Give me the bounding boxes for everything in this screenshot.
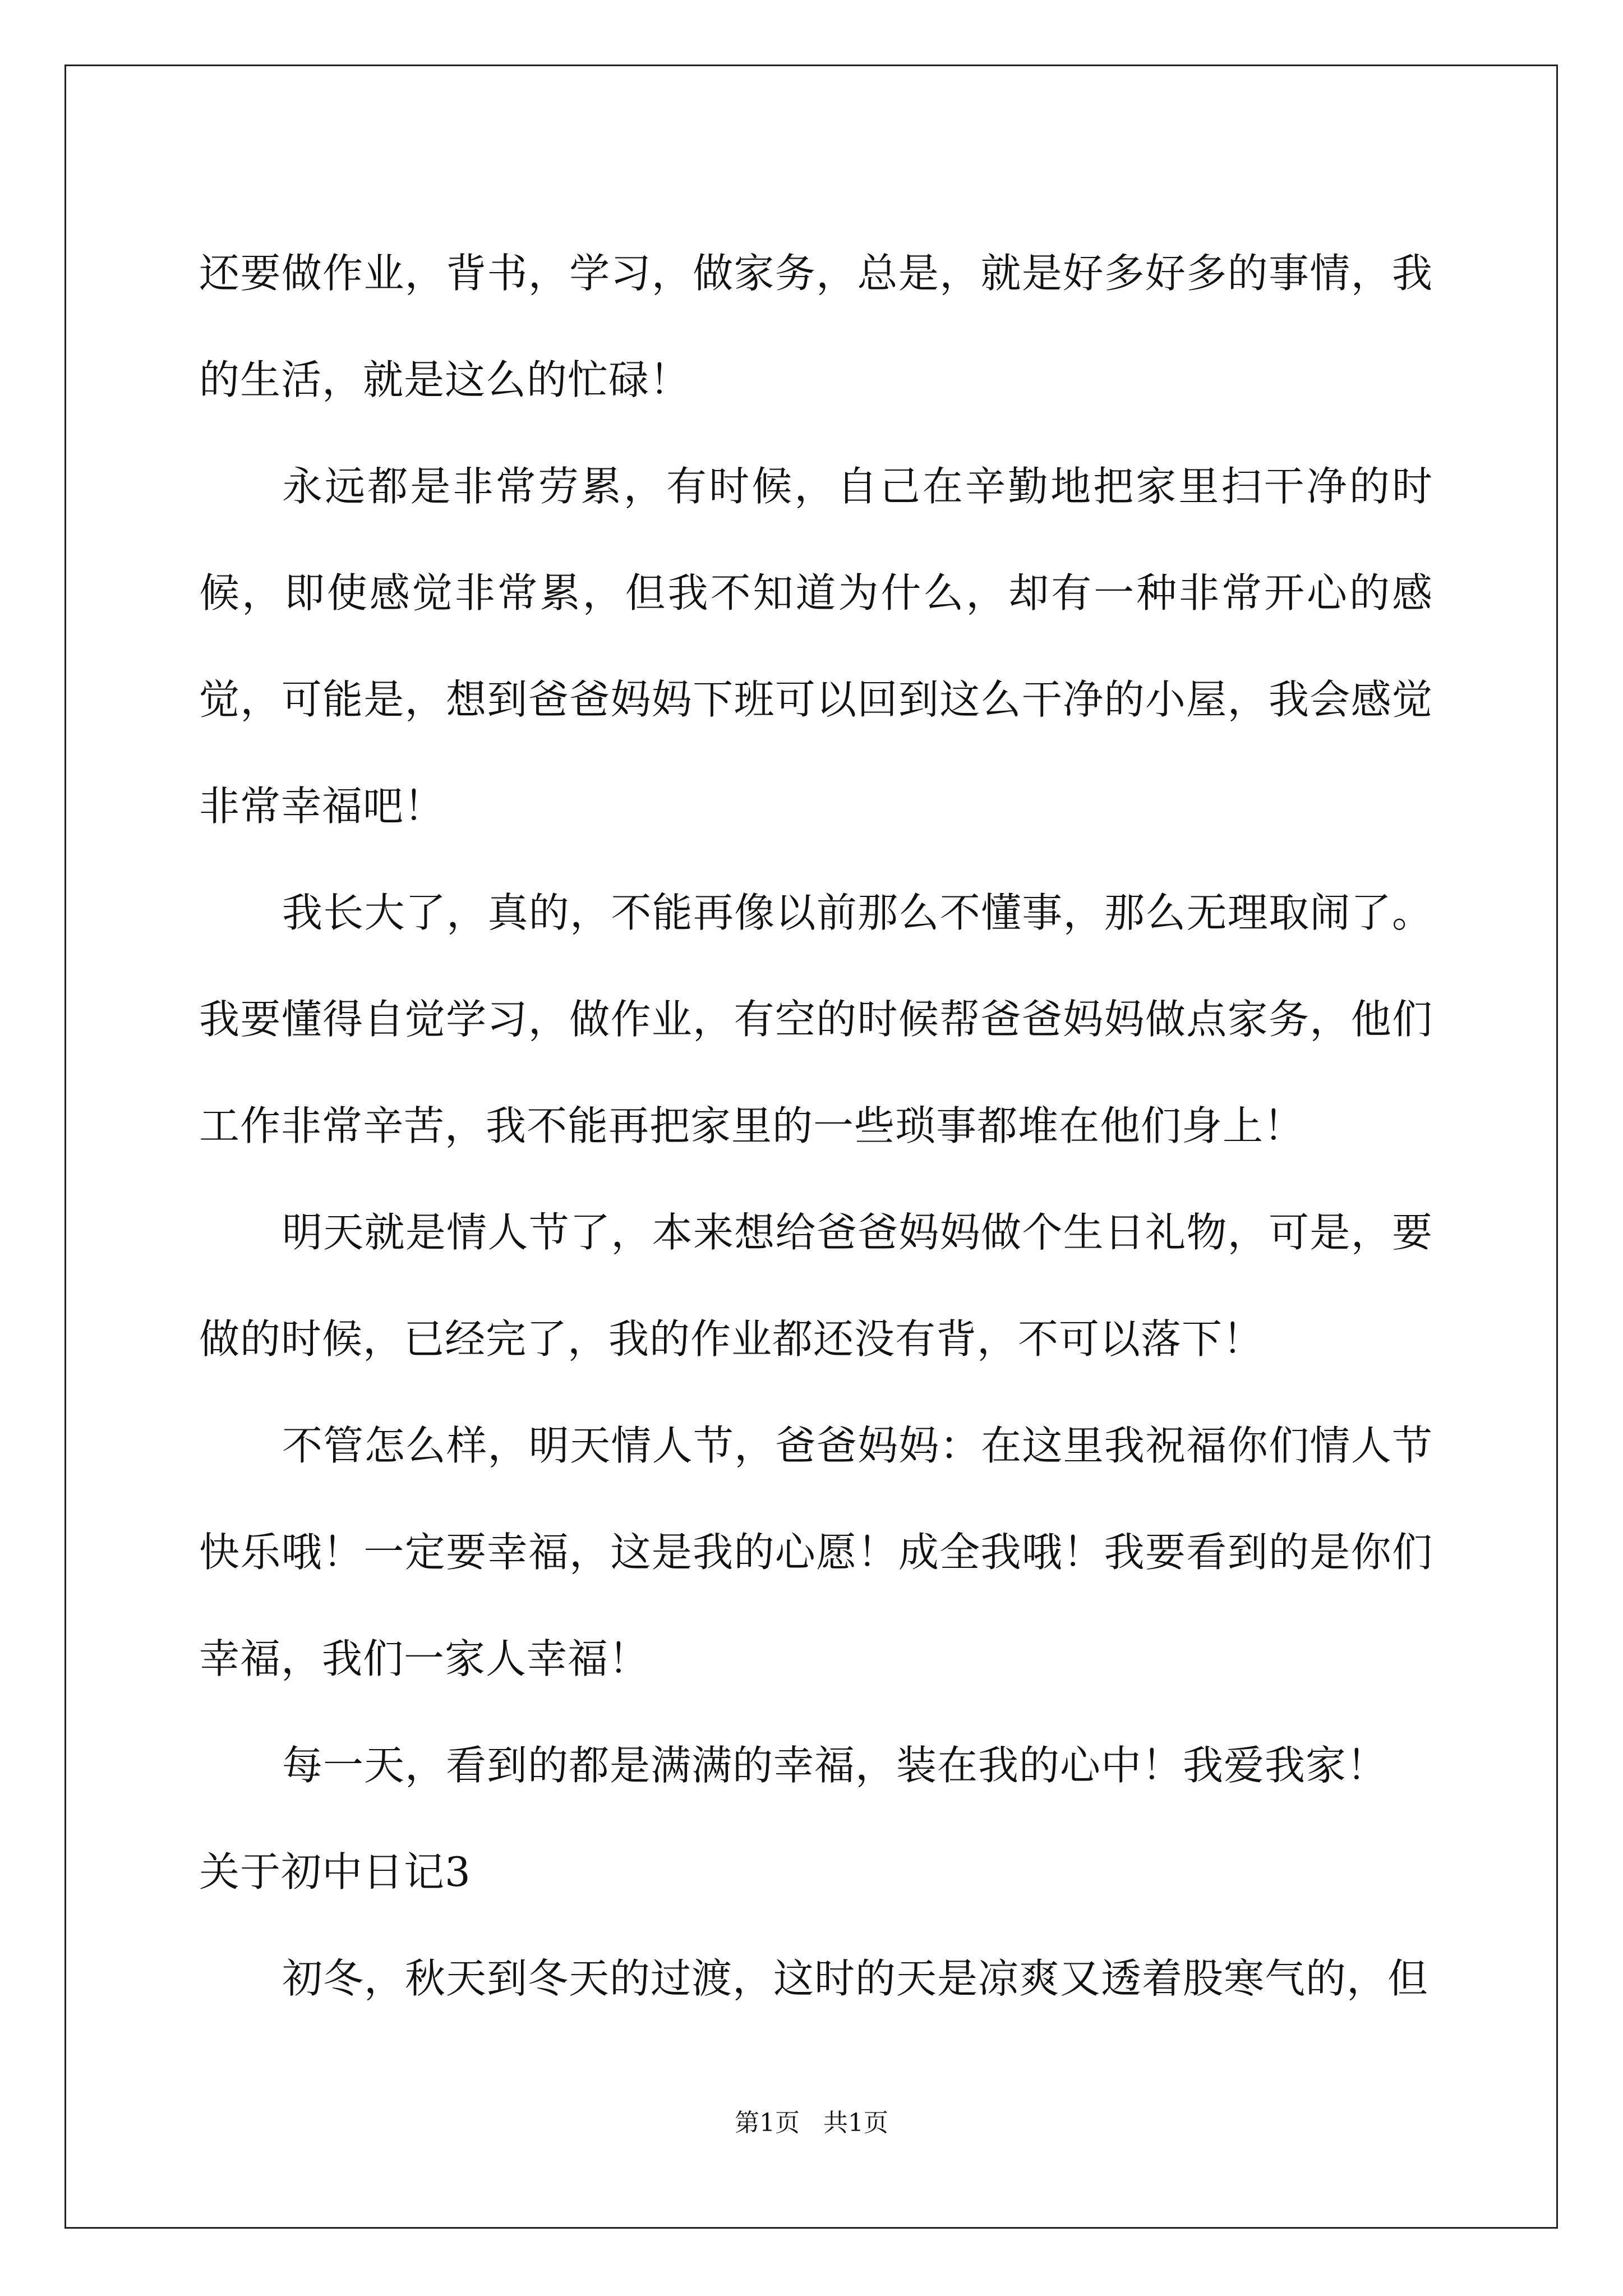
paragraph-6: 每一天，看到的都是满满的幸福，装在我的心中！我爱我家！ xyxy=(282,1742,1388,1789)
paragraph-3: 我长大了，真的，不能再像以前那么不懂事，那么无理取闹了。我要懂得自觉学习，做作业，有空的时候帮爸爸妈妈做点家务，他们工作非常辛苦，我不能再把家里的一些琐事都堆在他们身上！ xyxy=(199,889,1433,1149)
section-heading: 关于初中日记3 xyxy=(199,1848,471,1895)
page-number-current: 第1页 xyxy=(735,2109,800,2137)
paragraph-5: 不管怎么样，明天情人节，爸爸妈妈：在这里我祝福你们情人节快乐哦！一定要幸福，这是我的心愿！成全我哦！我要看到的是你们幸福，我们一家人幸福！ xyxy=(199,1422,1433,1682)
page-footer xyxy=(0,2106,1623,2140)
paragraph-1: 还要做作业，背书，学习，做家务，总是，就是好多好多的事情，我的生活，就是这么的忙碌！ xyxy=(199,250,1433,403)
section-paragraph-1: 初冬，秋天到冬天的过渡，这时的天是凉爽又透着股寒气的，但 xyxy=(282,1955,1429,2002)
paragraph-4: 明天就是情人节了，本来想给爸爸妈妈做个生日礼物，可是，要做的时候，已经完了，我的作业都还没有背，不可以落下！ xyxy=(199,1209,1433,1363)
page-number-total: 共1页 xyxy=(823,2109,888,2137)
document-body xyxy=(199,220,1433,2032)
paragraph-2: 永远都是非常劳累，有时候，自己在辛勤地把家里扫干净的时候，即使感觉非常累，但我不知道为什么，却有一种非常开心的感觉，可能是，想到爸爸妈妈下班可以回到这么干净的小屋，我会感觉非常幸福吧！ xyxy=(199,463,1433,830)
